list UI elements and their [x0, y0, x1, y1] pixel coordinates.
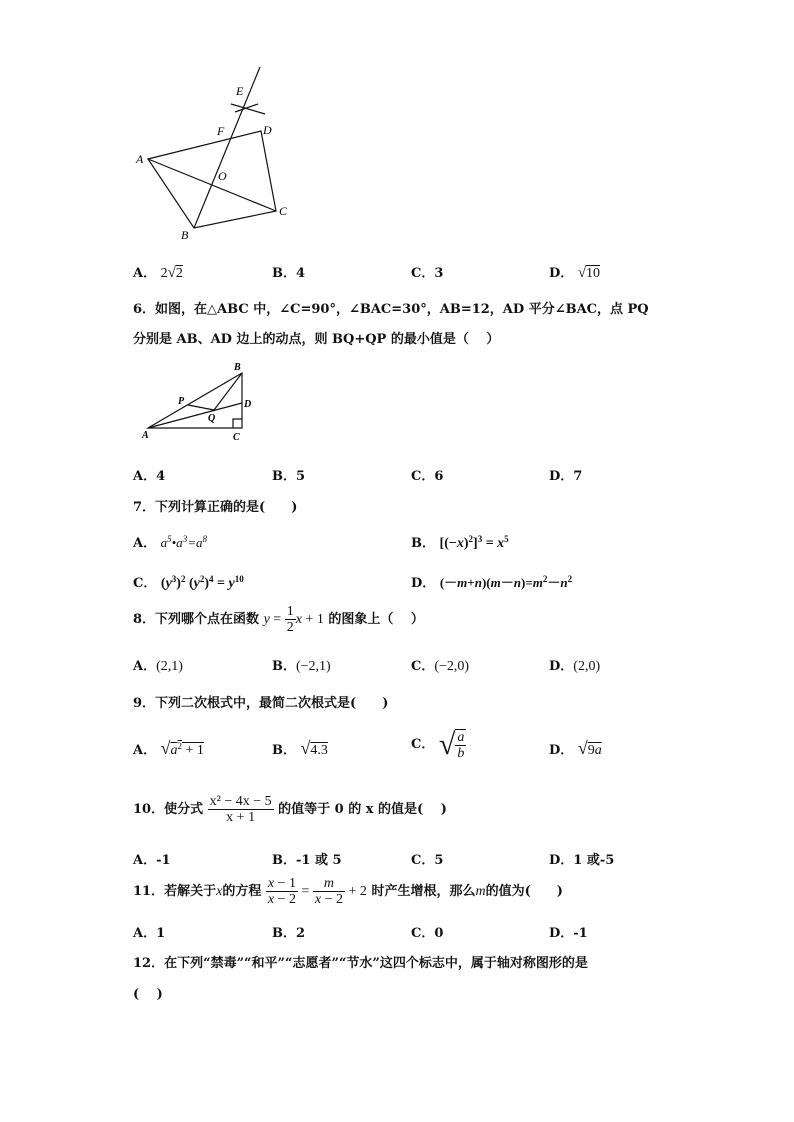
q7-option-a-expr: $a^5•a^3=a^8$: [160, 534, 207, 550]
label-A: A: [142, 430, 149, 441]
q7-option-b: [411, 532, 509, 552]
q11-option-b: B．2: [272, 926, 306, 941]
q7-stem: 7．下列计算正确的是( ): [133, 500, 298, 515]
option-label: D．: [549, 659, 574, 674]
q10-stem: [133, 792, 447, 828]
q5-option-d-value: √10: [577, 265, 601, 281]
q7-option-d-expr: $(-m+n)(m-n)=m^2-n^2$: [439, 574, 573, 590]
q8-option-c: [411, 655, 469, 675]
q11-stem-mid: 的方程: [222, 884, 262, 899]
q11-equation: $\frac{x - 1}{x - 2}$ = $\frac{m}{x - 2}$ + 2: [267, 876, 367, 908]
q6-stem-line1: 6．如图，在△ABC 中，∠C=90°，∠BAC=30°，AB=12，AD 平分∠BAC，点 PQ: [133, 302, 649, 317]
q12-stem-line2: ( ): [133, 987, 163, 1002]
option-label: A．: [133, 743, 157, 758]
q11-stem-mid2: 时产生增根，那么: [371, 884, 476, 899]
option-label: A．: [133, 536, 157, 551]
label-E: E: [236, 84, 244, 98]
option-label: D．: [549, 266, 574, 281]
label-B: B: [181, 228, 189, 242]
q9-stem: 9．下列二次根式中，最简二次根式是( ): [133, 696, 389, 711]
q5-option-d: [549, 262, 600, 282]
q7-option-a: [133, 532, 207, 551]
option-label: B．: [272, 743, 296, 758]
q7-option-d: [411, 572, 572, 591]
label-C: C: [279, 204, 288, 218]
q10-option-d: D．1 或-5: [549, 853, 615, 868]
option-label: C．: [411, 659, 435, 674]
q9-option-b: [272, 738, 328, 759]
option-label: B．: [272, 659, 296, 674]
q8-option-d-value: (2,0): [573, 659, 601, 674]
q10-numerator: x² − 4x − 5: [209, 794, 272, 809]
q7-option-b-expr: $[(-x)^2]^3 = x^5$: [439, 534, 509, 551]
q8-stem-pre: 8．下列哪个点在函数: [133, 612, 260, 627]
q9-option-d-value: √9a: [577, 738, 602, 758]
option-label: A．: [133, 659, 157, 674]
option-label: A．: [133, 266, 157, 281]
figure-q5: [130, 62, 300, 242]
option-label: D．: [411, 576, 436, 591]
option-label: D．: [549, 743, 574, 758]
q11-option-c: C．0: [411, 926, 444, 941]
q9-option-c: [411, 728, 466, 762]
label-Q: Q: [208, 413, 216, 424]
q8-option-c-value: (−2,0): [434, 659, 470, 674]
q5-option-a: [133, 262, 183, 282]
q11-option-a: A．1: [133, 926, 166, 941]
q6-option-c: C．6: [411, 469, 444, 484]
q5-option-c: C．3: [411, 266, 444, 281]
q8-option-b-value: (−2,1): [296, 659, 331, 674]
q12-stem-line1: 12．在下列“禁毒”“和平”“志愿者”“节水”这四个标志中，属于轴对称图形的是: [133, 956, 588, 971]
q9-option-d: [549, 738, 602, 759]
option-label: B．: [411, 536, 435, 551]
option-label: C．: [133, 576, 157, 591]
q7-option-c: [133, 572, 244, 592]
q8-function: y = $\frac{1}{2}$ x + 1: [263, 604, 324, 636]
q8-option-a-value: (2,1): [156, 659, 183, 674]
q8-stem: [133, 604, 424, 636]
q8-option-b: [272, 655, 331, 675]
label-O: O: [218, 169, 227, 183]
q9-option-a: [133, 738, 204, 759]
q10-stem-post: 的值等于 0 的 x 的值是( ): [278, 802, 447, 817]
label-D: D: [263, 123, 272, 137]
option-label: C．: [411, 737, 435, 753]
q10-stem-pre: 10．使分式: [133, 802, 204, 817]
figure-q6: [138, 360, 263, 445]
q11-stem-pre: 11．若解关于: [133, 884, 217, 899]
q7-option-c-expr: $(y^3)^2$ $(y^2)^4 = y^{10}$: [160, 574, 244, 591]
q9-option-c-value: √ $\frac{a}{b}$: [438, 728, 465, 761]
label-C: C: [233, 432, 240, 443]
q10-option-a: A．-1: [133, 853, 171, 868]
q8-option-d: [549, 655, 600, 675]
q6-option-a: A．4: [133, 469, 166, 484]
label-F: F: [217, 124, 225, 138]
q10-fraction: [208, 794, 274, 825]
q11-var-x: x: [216, 884, 223, 899]
q10-option-c: C．5: [411, 853, 444, 868]
q10-denominator: x + 1: [226, 810, 256, 825]
q10-option-b: B．-1 或 5: [272, 853, 342, 868]
label-A: A: [136, 152, 144, 166]
q5-option-b: B．4: [272, 266, 306, 281]
q6-stem-line2: 分别是 AB、AD 边上的动点，则 BQ+QP 的最小值是（ ）: [133, 332, 500, 347]
q9-option-a-value: $√a^2 + 1$: [160, 738, 204, 758]
q8-stem-post: 的图象上（ ）: [328, 612, 424, 627]
q11-stem-post: 的值为( ): [485, 884, 563, 899]
q8-option-a: [133, 655, 183, 675]
q6-option-d: D．7: [549, 469, 583, 484]
q5-option-a-value: 2√2: [160, 265, 183, 281]
label-D: D: [244, 399, 252, 410]
label-P: P: [178, 396, 185, 407]
q11-var-m: m: [475, 884, 486, 899]
q11-stem: [133, 874, 563, 910]
q6-option-b: B．5: [272, 469, 306, 484]
label-B: B: [234, 362, 241, 373]
q11-option-d: D．-1: [549, 926, 588, 941]
q9-option-b-value: √4.3: [300, 738, 328, 758]
